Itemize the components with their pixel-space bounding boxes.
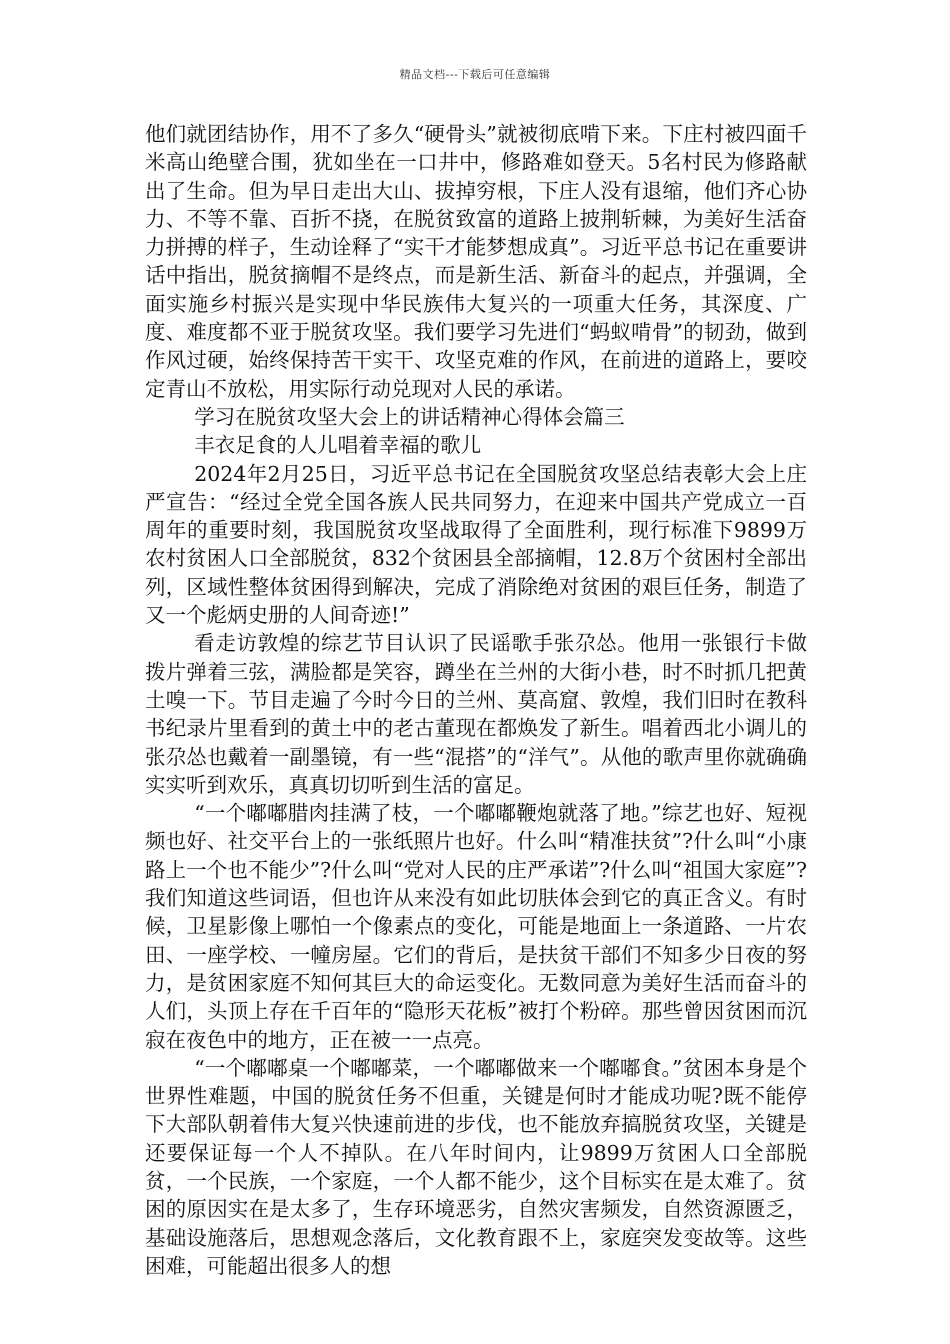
section-heading: 学习在脱贫攻坚大会上的讲话精神心得体会篇三 xyxy=(194,404,625,429)
paragraph: 看走访敦煌的综艺节目认识了民谣歌手张尕怂。他用一张银行卡做拨片弹着三弦，满脸都是笑容，蹲坐在兰州的大街小巷，时不时抓几把黄土嗅一下。节目走遍了今时今日的兰州、莫高窟、敦煌，我们旧时在教科书纪录片里看到的黄土中的老古董现在都焕发了新生。唱着西北小调儿的张尕怂也戴着一副墨镜，有一些“混搭”的“洋气”。从他的歌声里你就确确实实听到欢乐，真真切切听到生活的富足。 xyxy=(145,631,807,797)
page-header: 精品文档---下载后可任意编辑 xyxy=(399,68,551,81)
paragraph: “一个嘟嘟腊肉挂满了枝，一个嘟嘟鞭炮就落了地。”综艺也好、短视频也好、社交平台上的一张纸照片也好。什么叫“精准扶贫”?什么叫“小康路上一个也不能少”?什么叫“党对人民的庄严承诺”?什么叫“祖国大家庭”?我们知道这些词语，但也许从来没有如此切肤体会到它的真正含义。有时候，卫星影像上哪怕一个像素点的变化，可能是地面上一条道路、一片农田、一座学校、一幢房屋。它们的背后，是扶贫干部们不知多少日夜的努力，是贫困家庭不知何其巨大的命运变化。无数同意为美好生活而奋斗的人们，头顶上存在千百年的“隐形天花板”被打个粉碎。那些曾因贫困而沉寂在夜色中的地方，正在被一一点亮。 xyxy=(145,801,807,1052)
paragraph: “一个嘟嘟桌一个嘟嘟菜，一个嘟嘟做来一个嘟嘟食。”贫困本身是个世界性难题，中国的脱贫任务不但重，关键是何时才能成功呢?既不能停下大部队朝着伟大复兴快速前进的步伐，也不能放弃搞脱贫攻坚，关键是还要保证每一个人不掉队。在八年时间内，让9899万贫困人口全部脱贫，一个民族，一个家庭，一个人都不能少，这个目标实在是太难了。贫困的原因实在是太多了，生存环境恶劣，自然灾害频发，自然资源匮乏，基础设施落后，思想观念落后，文化教育跟不上，家庭突发变故等。这些困难，可能超出很多人的想 xyxy=(145,1055,807,1278)
article-title: 丰衣足食的人儿唱着幸福的歌儿 xyxy=(194,433,482,458)
paragraph: 2024年2月25日，习近平总书记在全国脱贫攻坚总结表彰大会上庄严宣告：“经过全党全国各族人民共同努力，在迎来中国共产党成立一百周年的重要时刻，我国脱贫攻坚战取得了全面胜利，现行标准下9899万农村贫困人口全部脱贫，832个贫困县全部摘帽，12.8万个贫困村全部出列，区域性整体贫困得到解决，完成了消除绝对贫困的艰巨任务，制造了又一个彪炳史册的人间奇迹!” xyxy=(145,461,807,628)
paragraph: 他们就团结协作，用不了多久“硬骨头”就被彻底啃下来。下庄村被四面千米高山绝壁合围，犹如坐在一口井中，修路难如登天。5名村民为修路献出了生命。但为早日走出大山、拔掉穷根，下庄人没有退缩，他们齐心协力、不等不靠、百折不挠，在脱贫致富的道路上披荆斩棘，为美好生活奋力拼搏的样子，生动诠释了“实干才能梦想成真”。习近平总书记在重要讲话中指出，脱贫摘帽不是终点，而是新生活、新奋斗的起点，并强调，全面实施乡村振兴是实现中华民族伟大复兴的一项重大任务，其深度、广度、难度都不亚于脱贫攻坚。我们要学习先进们“蚂蚁啃骨”的韧劲，做到作风过硬，始终保持苦干实干、攻坚克难的作风，在前进的道路上，要咬定青山不放松，用实际行动兑现对人民的承诺。 xyxy=(145,122,807,401)
document-body xyxy=(145,120,807,1280)
